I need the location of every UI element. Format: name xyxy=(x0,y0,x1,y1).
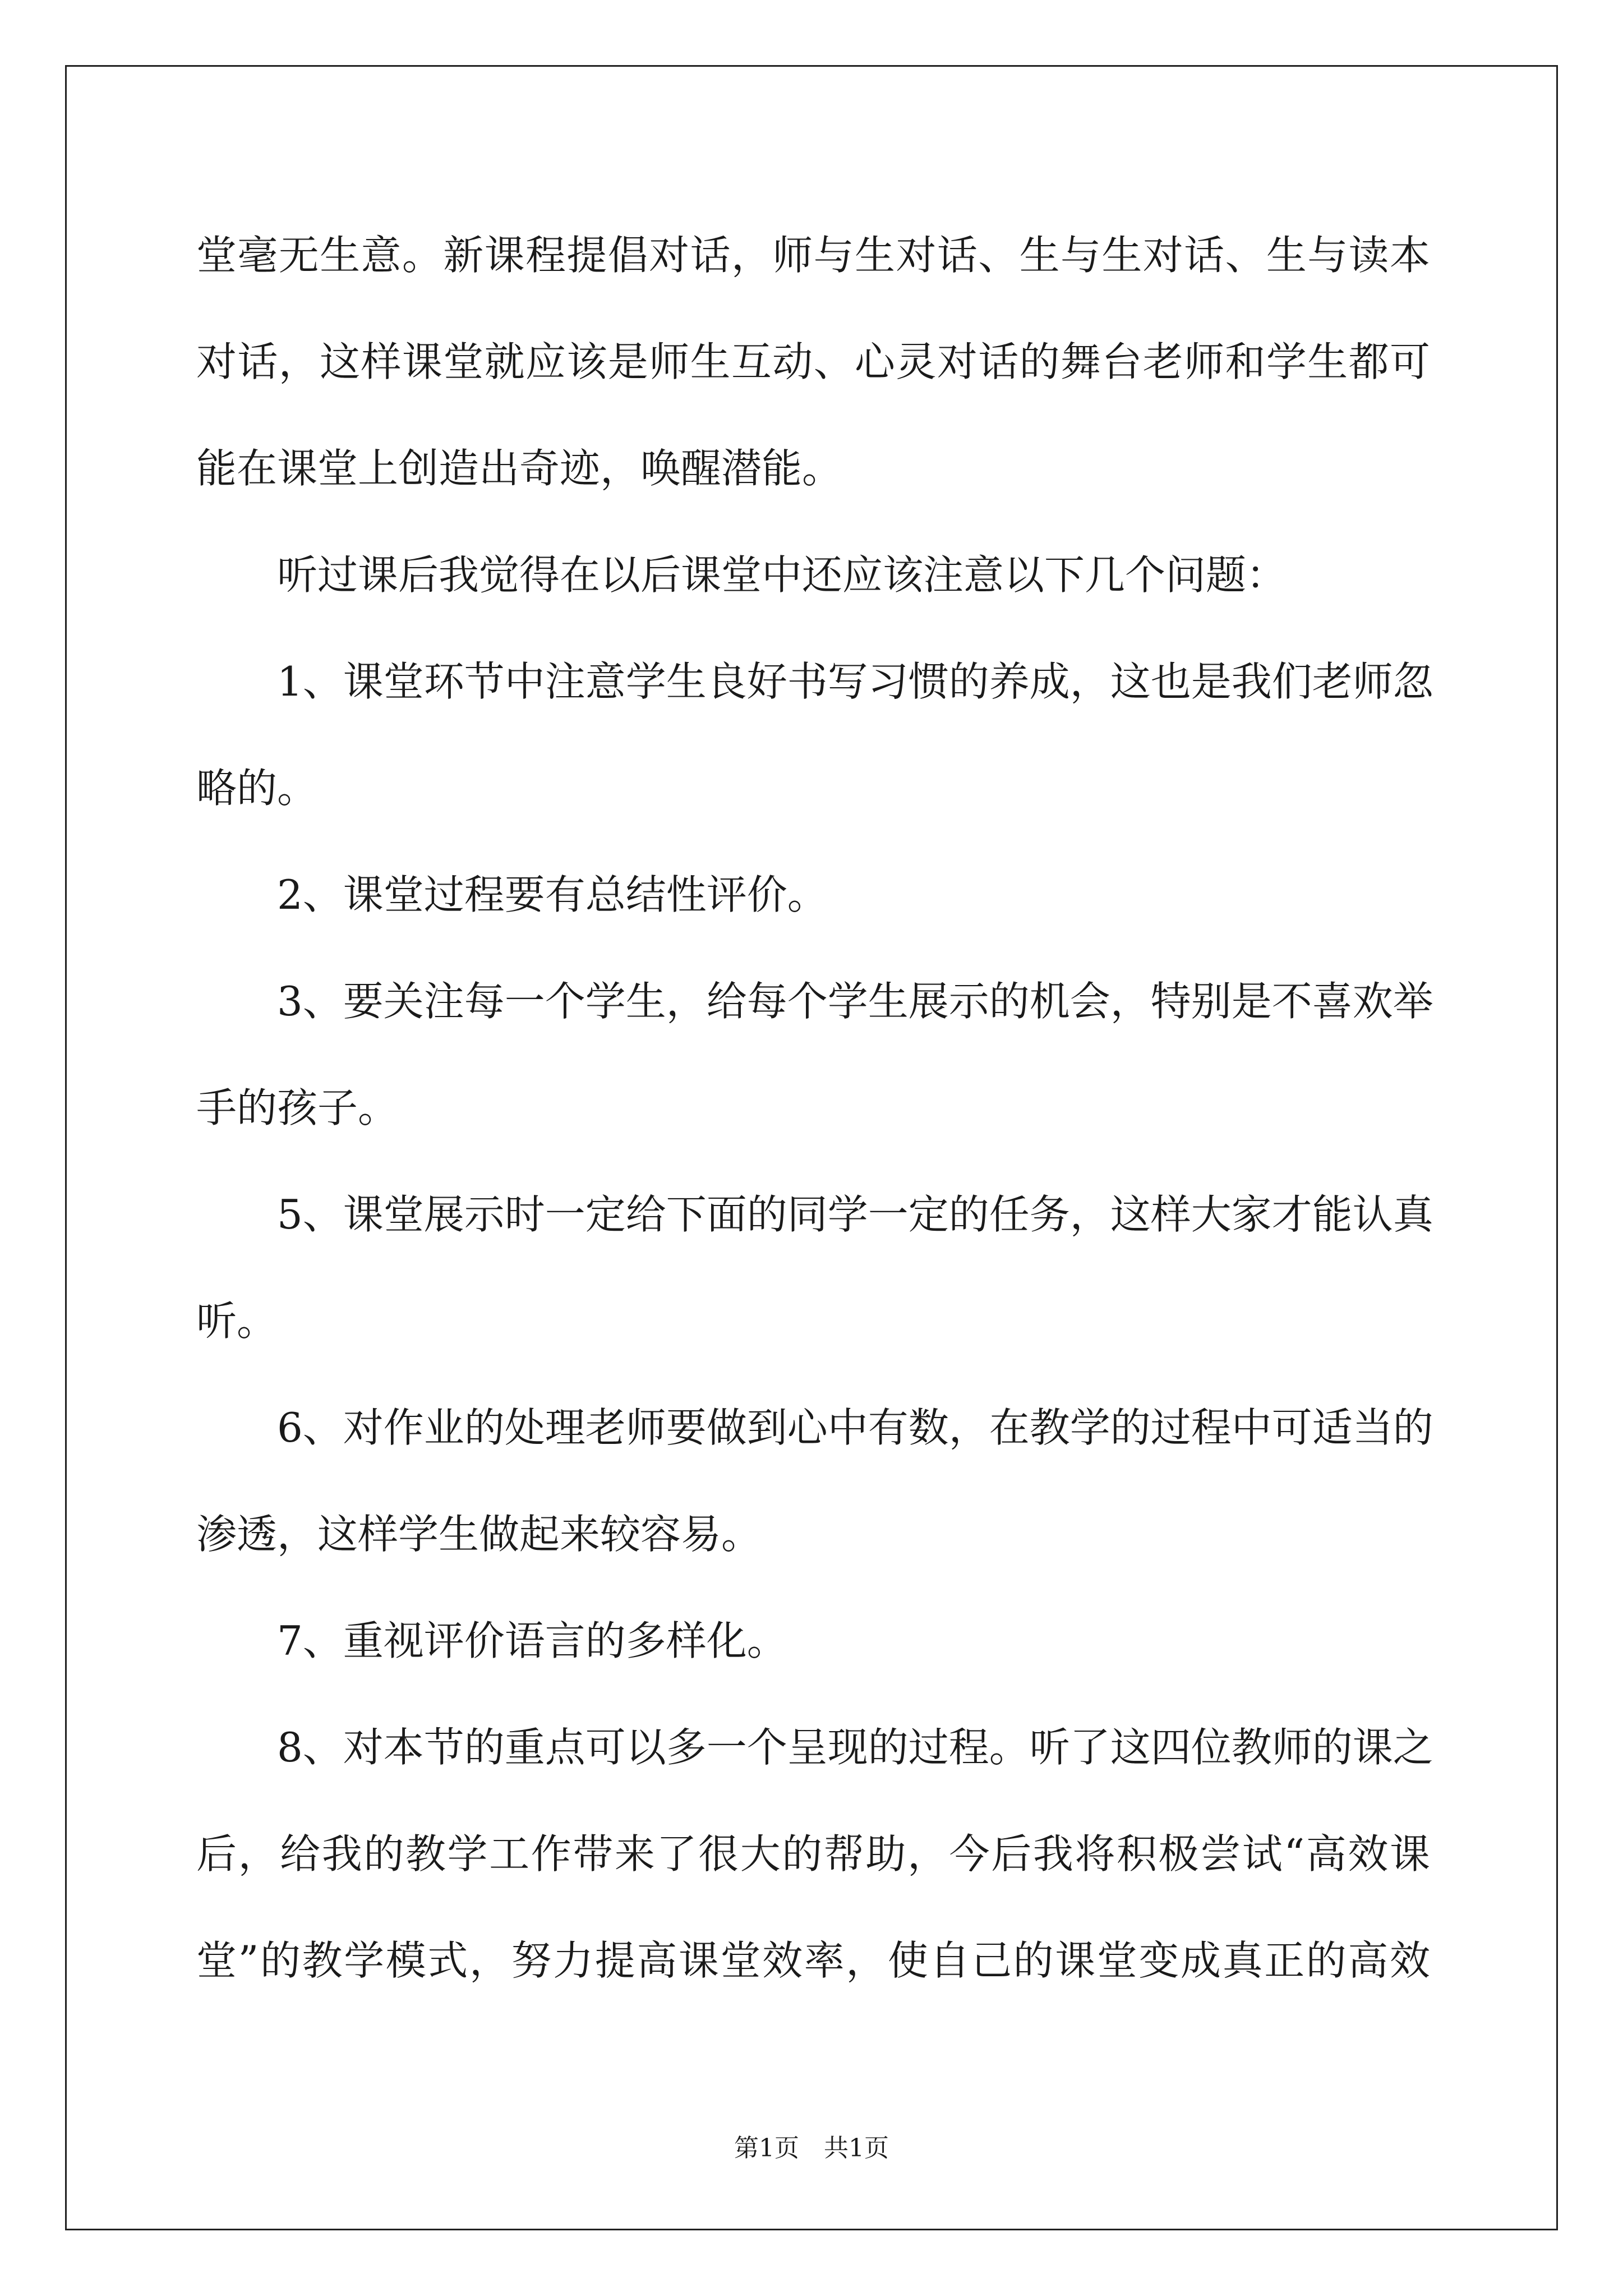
list-item-3: 3、要关注每一个学生，给每个学生展示的机会，特别是不喜欢举 xyxy=(277,978,1433,1025)
list-item-5: 5、课堂展示时一定给下面的同学一定的任务，这样大家才能认真 xyxy=(277,1191,1433,1238)
text-line: 略的。 xyxy=(196,765,318,812)
list-item-7: 7、重视评价语言的多样化。 xyxy=(277,1617,787,1664)
page-footer: 第1页 共1页 xyxy=(734,2134,889,2162)
paragraph-start: 听过课后我觉得在以后课堂中还应该注意以下几个问题： xyxy=(277,551,1287,599)
text-line: 能在课堂上创造出奇迹，唤醒潜能。 xyxy=(196,445,843,492)
text-line: 听。 xyxy=(196,1297,278,1345)
document-body xyxy=(196,202,1433,2014)
text-line: 后，给我的教学工作带来了很大的帮助，今后我将积极尝试“高效课 xyxy=(196,1830,1430,1878)
list-item-1: 1、课堂环节中注意学生良好书写习惯的养成，这也是我们老师忽 xyxy=(277,658,1433,705)
list-item-8: 8、对本节的重点可以多一个呈现的过程。听了这四位教师的课之 xyxy=(277,1724,1433,1771)
text-line: 对话，这样课堂就应该是师生互动、心灵对话的舞台老师和学生都可 xyxy=(196,338,1430,385)
text-line: 堂毫无生意。新课程提倡对话，师与生对话、生与生对话、生与读本 xyxy=(196,232,1430,279)
text-line: 手的孩子。 xyxy=(196,1084,399,1131)
list-item-6: 6、对作业的处理老师要做到心中有数，在教学的过程中可适当的 xyxy=(277,1404,1433,1451)
text-line: 堂”的教学模式，努力提高课堂效率，使自己的课堂变成真正的高效 xyxy=(196,1937,1430,1984)
text-line: 渗透，这样学生做起来较容易。 xyxy=(196,1511,762,1558)
list-item-2: 2、课堂过程要有总结性评价。 xyxy=(277,871,828,918)
